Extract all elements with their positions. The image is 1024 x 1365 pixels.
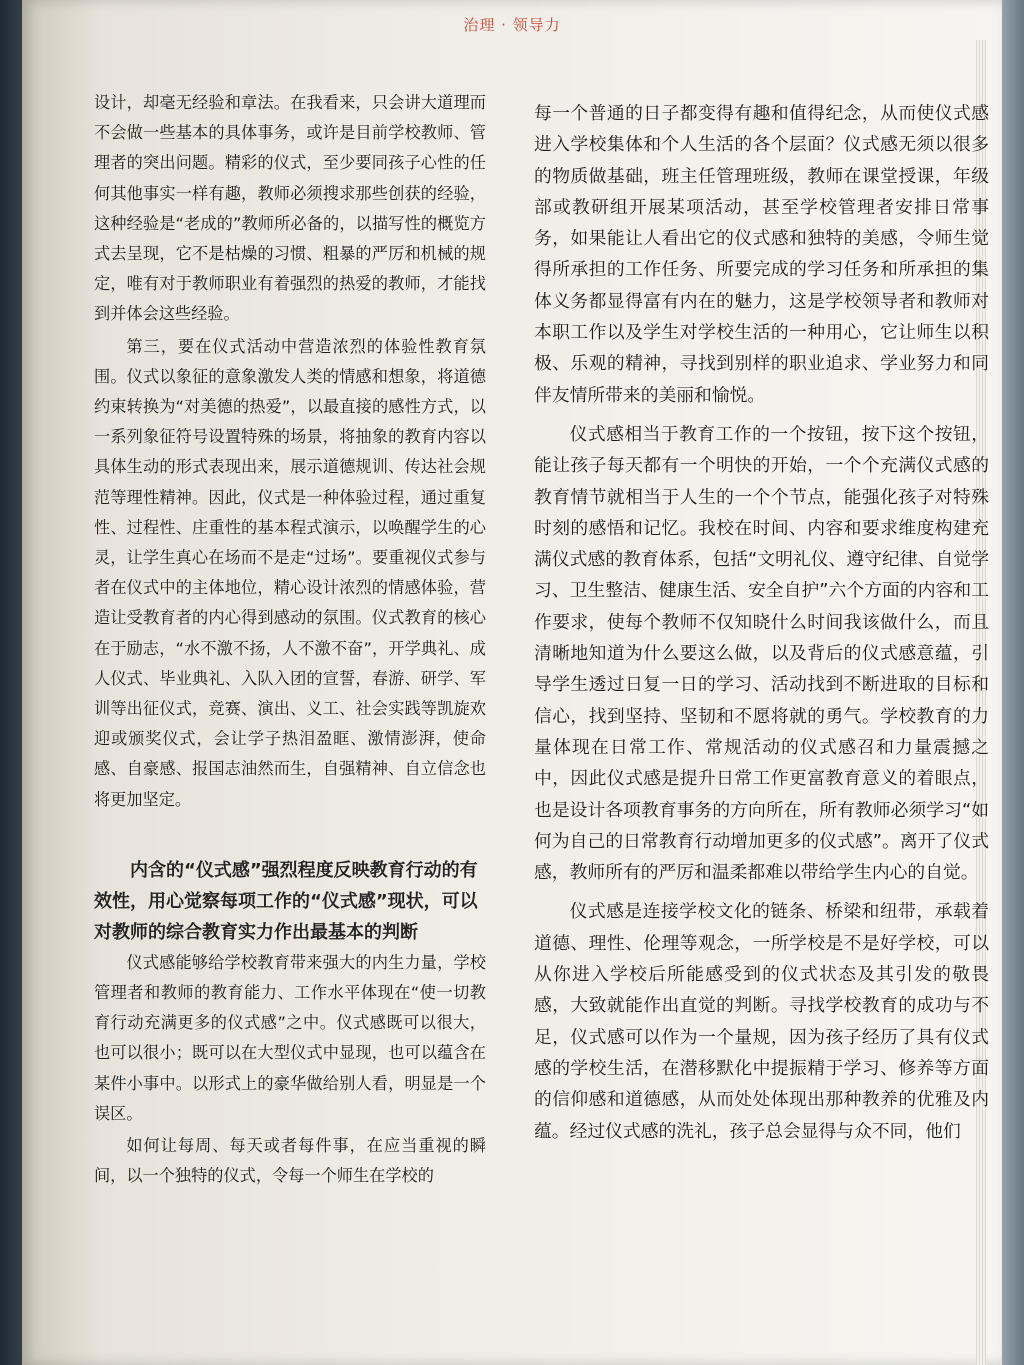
running-header: 治理 · 领导力 [463, 16, 561, 34]
right-paragraph-3: 仪式感是连接学校文化的链条、桥梁和纽带，承载着道德、理性、伦理等观念，一所学校是不是好学校，可以从你进入学校后所能感受到的仪式状态及其引发的敬畏感，大致就能作出直觉的判断。寻找学校教育的成功与不足，仪式感可以作为一个量规，因为孩子经历了具有仪式感的学校生活，在潜移默化中提振精于学习、修养等方面的信仰感和道德感，从而处处体现出那种教养的优雅及内蕴。经过仪式感的洗礼，孩子总会显得与众不同，他们 [534, 901, 989, 1142]
left-paragraph-2: 第三，要在仪式活动中营造浓烈的体验性教育氛围。仪式以象征的意象激发人类的情感和想象，将道德约束转换为“对美德的热爱”，以最直接的感性方式，以一系列象征符号设置特殊的场景，将抽象的教育内容以具体生动的形式表现出来，展示道德规训、传达社会规范等理性精神。因此，仪式是一种体验过程，通过重复性、过程性、庄重性的基本程式演示，以唤醒学生的心灵，让学生真心在场而不是走“过场”。要重视仪式参与者在仪式中的主体地位，精心设计浓烈的情感体验，营造让受教育者的内心得到感动的氛围。仪式教育的核心在于励志，“水不激不扬，人不激不奋”，开学典礼、成人仪式、毕业典礼、入队入团的宣誓，春游、研学、军训等出征仪式，竞赛、演出、义工、社会实践等凯旋欢迎或颁奖仪式，会让学子热泪盈眶、激情澎湃，使命感、自豪感、报国志油然而生，自强精神、自立信念也将更加坚定。 [94, 336, 486, 809]
left-paragraph-1: 设计，却毫无经验和章法。在我看来，只会讲大道理而不会做一些基本的具体事务，或许是目前学校教师、管理者的突出问题。精彩的仪式，至少要同孩子心性的任何其他事实一样有趣，教师必须搜求那些创获的经验，这种经验是“老成的”教师所必备的，以描写性的概览方式去呈现，它不是枯燥的习惯、粗暴的严厉和机械的规定，唯有对于教师职业有着强烈的热爱的教师，才能找到并体会这些经验。 [94, 93, 486, 324]
section-heading: 内含的“仪式感”强烈程度反映教育行动的有效性，用心觉察每项工作的“仪式感”现状，可以对教师的综合教育实力作出最基本的判断 [94, 859, 478, 943]
book-page [22, 0, 1002, 1365]
left-column [94, 88, 486, 1192]
right-paragraph-1: 每一个普通的日子都变得有趣和值得纪念，从而使仪式感进入学校集体和个人生活的各个层面？仪式感无须以很多的物质做基础，班主任管理班级，教师在课堂授课，年级部或教研组开展某项活动，甚至学校管理者安排日常事务，如果能让人看出它的仪式感和独特的美感，令师生觉得所承担的工作任务、所要完成的学习任务和所承担的集体义务都显得富有内在的魅力，这是学校领导者和教师对本职工作以及学生对学校生活的一种用心，它让师生以积极、乐观的精神，寻找到别样的职业追求、学业努力和同伴友情所带来的美丽和愉悦。 [534, 103, 989, 406]
left-paragraph-4: 如何让每周、每天或者每件事，在应当重视的瞬间，以一个独特的仪式，令每一个师生在学校的 [94, 1136, 486, 1186]
left-paragraph-3: 仪式感能够给学校教育带来强大的内生力量，学校管理者和教师的教育能力、工作水平体现在“使一切教育行动充满更多的仪式感”之中。仪式感既可以很大，也可以很小；既可以在大型仪式中显现，也可以蕴含在某件小事中。以形式上的豪华做给别人看，明显是一个误区。 [94, 952, 486, 1123]
right-column [534, 98, 989, 1147]
right-paragraph-2: 仪式感相当于教育工作的一个按钮，按下这个按钮，能让孩子每天都有一个明快的开始，一个个充满仪式感的教育情节就相当于人生的一个个节点，能强化孩子对特殊时刻的感悟和记忆。我校在时间、内容和要求维度构建充满仪式感的教育体系，包括“文明礼仪、遵守纪律、自觉学习、卫生整洁、健康生活、安全自护”六个方面的内容和工作要求，使每个教师不仅知晓什么时间我该做什么，而且清晰地知道为什么要这么做，以及背后的仪式感意蕴，引导学生透过日复一日的学习、活动找到不断进取的目标和信心，找到坚持、坚韧和不愿将就的勇气。学校教育的力量体现在日常工作、常规活动的仪式感召和力量震撼之中，因此仪式感是提升日常工作更富教育意义的着眼点，也是设计各项教育事务的方向所在，所有教师必须学习“如何为自己的日常教育行动增加更多的仪式感”。离开了仪式感，教师所有的严厉和温柔都难以带给学生内心的自觉。 [534, 423, 989, 884]
